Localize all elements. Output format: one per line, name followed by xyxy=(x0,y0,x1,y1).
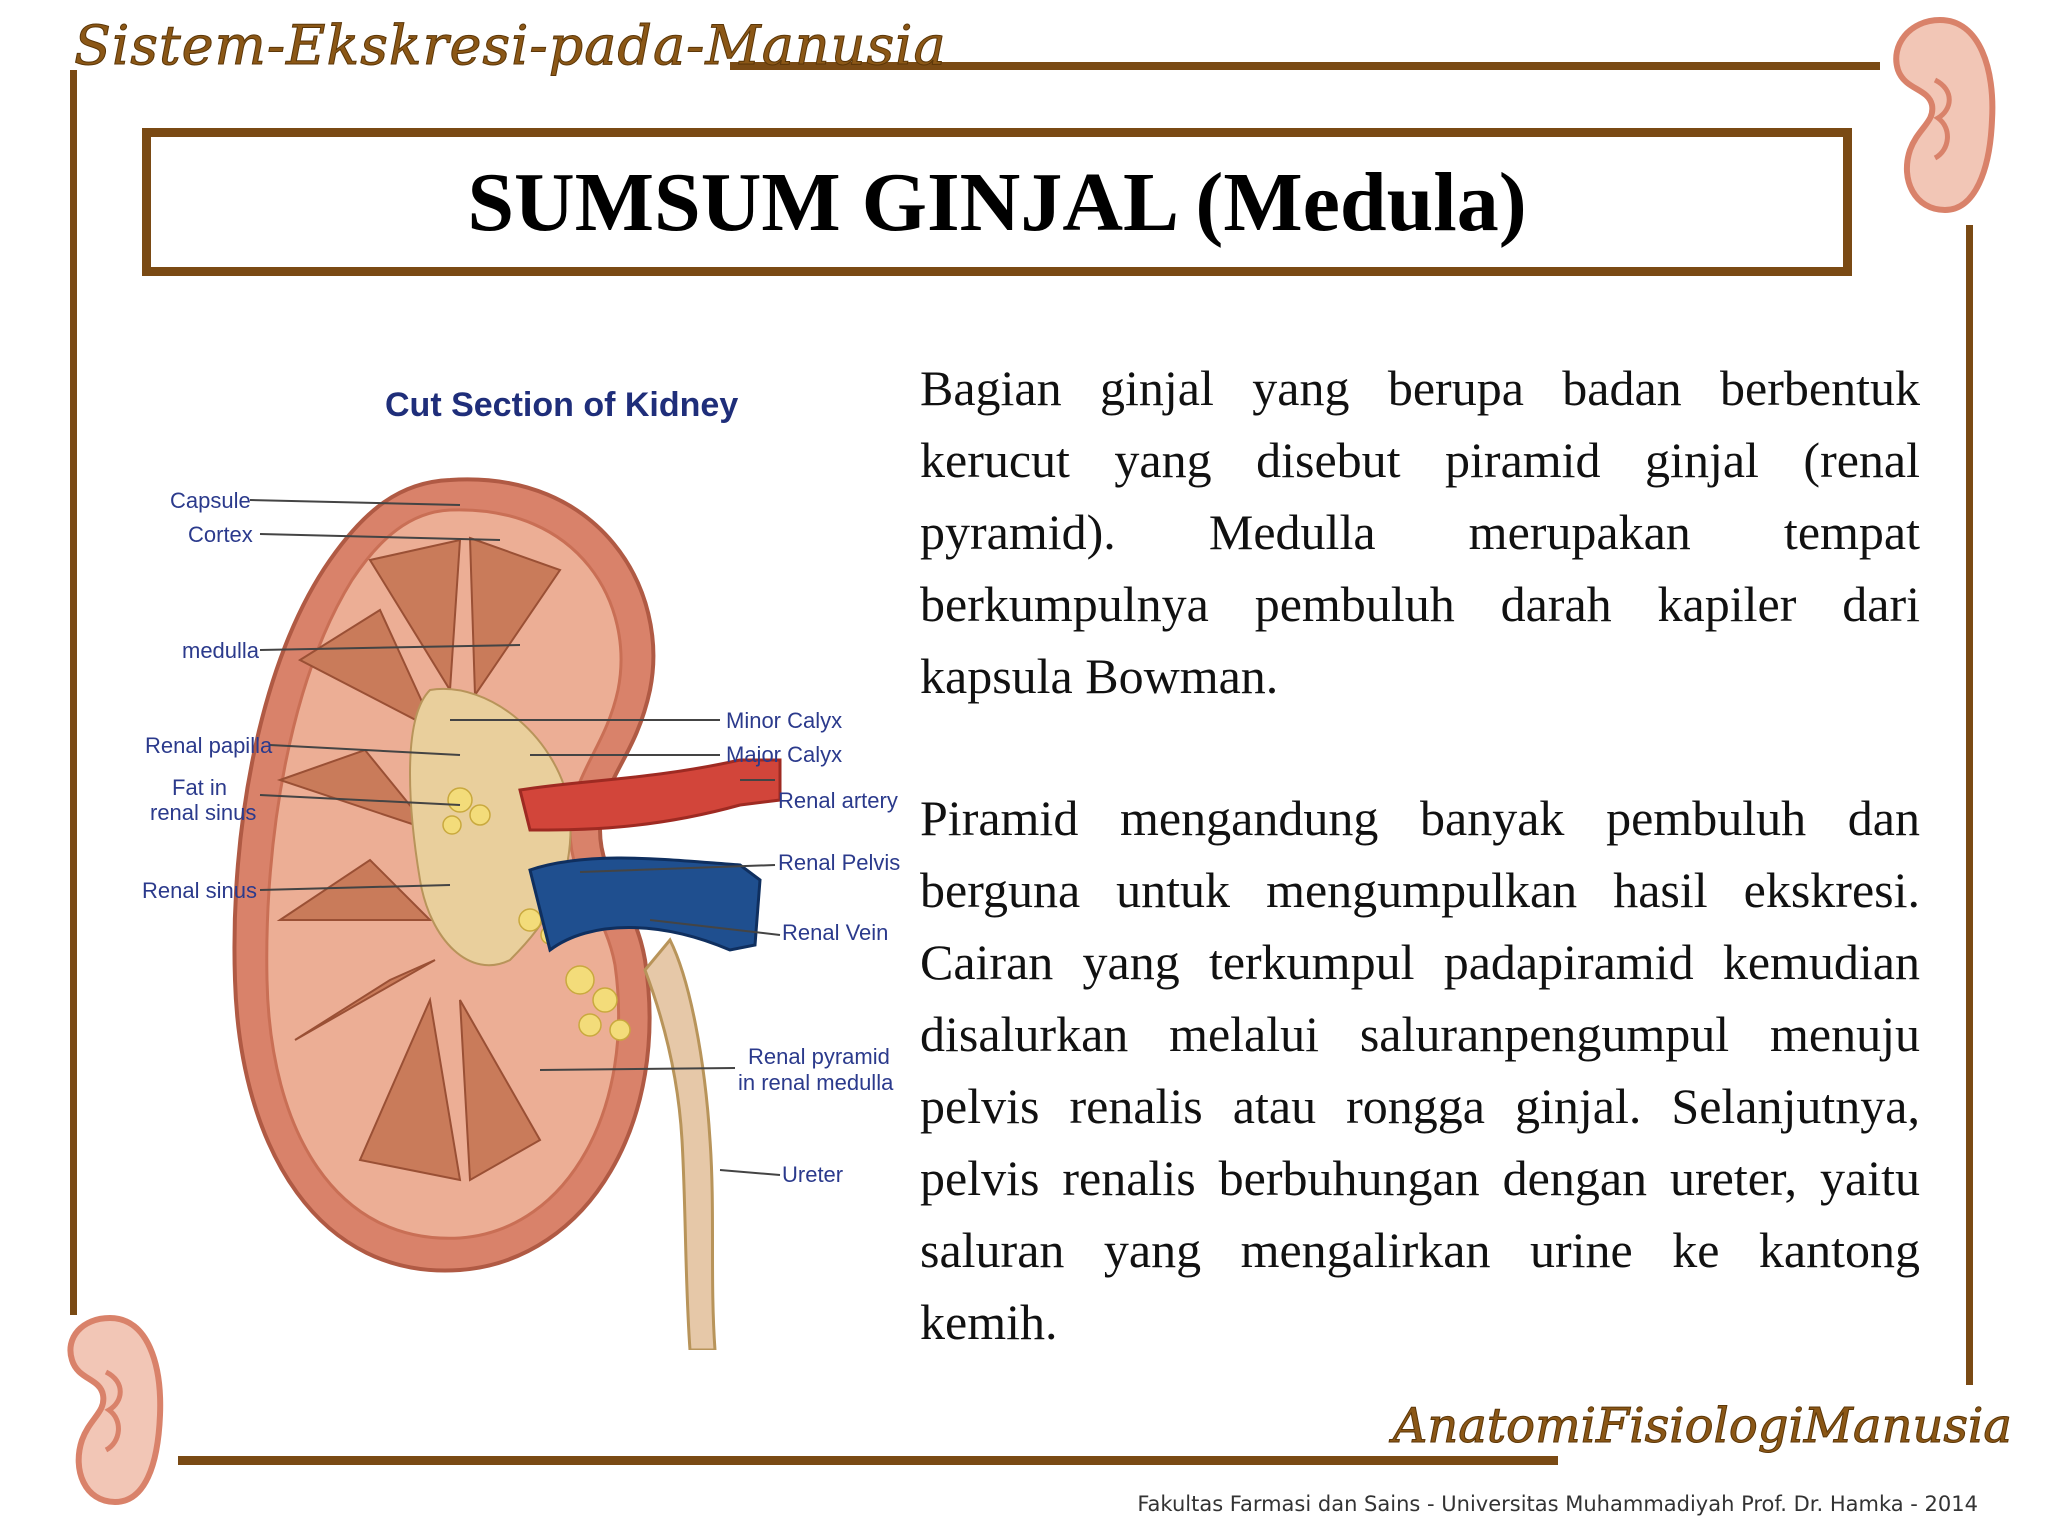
label-capsule: Capsule xyxy=(170,488,251,513)
label-major-calyx: Major Calyx xyxy=(726,742,843,767)
footer-script-title: AnatomiFisiologiManusia xyxy=(1392,1398,2012,1454)
label-renal-artery: Renal artery xyxy=(778,788,898,813)
diagram-title: Cut Section of Kidney xyxy=(385,386,739,424)
paragraph-medulla-definition: Bagian ginjal yang berupa badan berbentuk kerucut yang disebut piramid ginjal (renal pyramid). Medulla merupakan tempat berkumpulnya pembuluh darah kapiler dari kapsula Bowman. xyxy=(920,360,1920,704)
label-renal-pyramid-line2: in renal medulla xyxy=(738,1070,894,1095)
frame-left-line xyxy=(70,70,77,1315)
kidney-cross-section-diagram xyxy=(130,360,910,1350)
label-ureter: Ureter xyxy=(782,1162,844,1187)
slide-title-box xyxy=(142,128,1852,276)
slide-title: SUMSUM GINJAL (Medula) xyxy=(467,155,1527,249)
ureter xyxy=(645,940,715,1350)
paragraph-pyramid-function: Piramid mengandung banyak pembuluh dan berguna untuk mengumpulkan hasil ekskresi. Cairan yang terkumpul padapiramid kemudian disalurkan melalui saluranpengumpul menuju pelvis renalis atau rongga ginjal. Selanjutnya, pelvis renalis berbuhungan dengan ureter, yaitu saluran yang mengalirkan urine ke kantong kemih. xyxy=(920,790,1920,1350)
label-renal-vein: Renal Vein xyxy=(782,920,889,945)
label-medulla: medulla xyxy=(182,638,260,663)
footer-credit: Fakultas Farmasi dan Sains - Universitas Muhammadiyah Prof. Dr. Hamka - 2014 xyxy=(1137,1492,1978,1516)
label-cortex: Cortex xyxy=(188,522,253,547)
frame-right-line xyxy=(1966,225,1973,1385)
label-renal-pyramid-line1: Renal pyramid xyxy=(748,1044,890,1069)
frame-bottom-line xyxy=(178,1456,1558,1465)
label-renal-papilla: Renal papilla xyxy=(145,733,273,758)
label-fat-line2: renal sinus xyxy=(150,800,257,825)
label-fat-line1: Fat in xyxy=(172,775,228,800)
label-renal-pelvis: Renal Pelvis xyxy=(778,850,901,875)
label-minor-calyx: Minor Calyx xyxy=(726,708,843,733)
renal-vein xyxy=(530,858,760,950)
label-renal-sinus: Renal sinus xyxy=(142,878,257,903)
series-script-title: Sistem-Ekskresi-pada-Manusia xyxy=(74,14,947,77)
kidney-icon xyxy=(1880,10,2000,220)
